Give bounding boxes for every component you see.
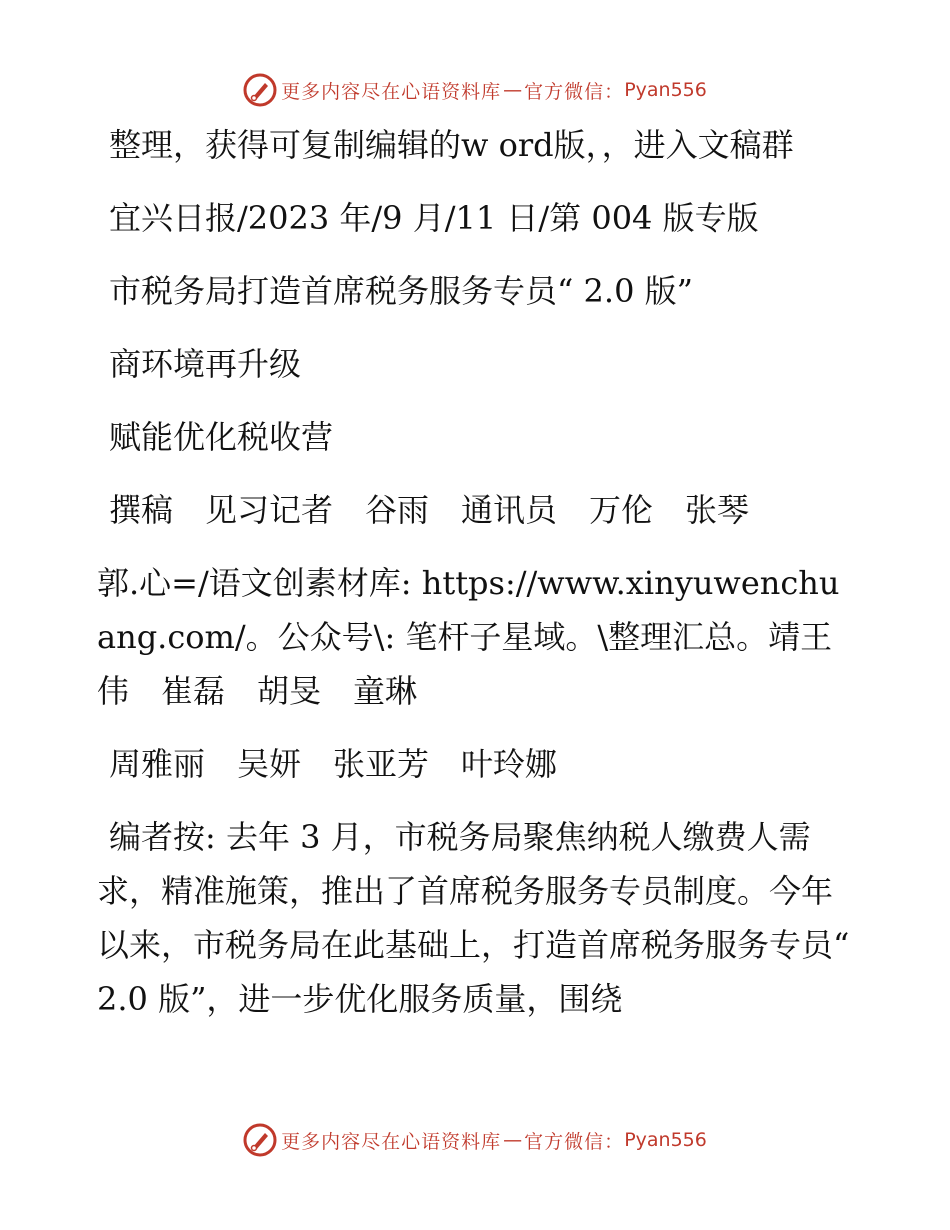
paragraph-7: 郭.心=/语文创素材库: https://www.xinyuwenchuang.com/。公众号\: 笔杆子星域。\整理汇总。靖王伟 崔磊 胡旻 童琳	[97, 564, 840, 710]
banner-wechat-label: 官方微信：	[524, 1130, 625, 1153]
banner-wechat-label: 官方微信：	[524, 80, 625, 103]
paragraph-9: 编者按: 去年 3 月，市税务局聚焦纳税人缴费人需求，精准施策，推出了首席税务服务专员制度。今年以来，市税务局在此基础上，打造首席税务服务专员“ 2.0 版”，进一步优化服务质量，围绕	[97, 818, 850, 1018]
banner-separator: —	[503, 1129, 523, 1151]
pen-logo-icon	[243, 1123, 277, 1157]
banner-text: 更多内容尽在心语资料库	[281, 80, 502, 103]
paragraph-1: 整理，获得可复制编辑的w ord版，，进入文稿群	[109, 126, 794, 164]
banner-text: 更多内容尽在心语资料库	[281, 1130, 502, 1153]
paragraph-5: 赋能优化税收营	[109, 418, 334, 456]
footer-watermark-banner	[0, 1120, 950, 1160]
pen-logo-icon	[243, 73, 277, 107]
paragraph-6: 撰稿 见习记者 谷雨 通讯员 万伦 张琴	[109, 491, 750, 529]
banner-separator: —	[503, 79, 523, 101]
paragraph-4: 商环境再升级	[109, 345, 302, 383]
header-watermark-banner	[0, 70, 950, 110]
paragraph-8: 周雅丽 吴妍 张亚芳 叶玲娜	[109, 745, 558, 783]
banner-wechat-id: Pyan556	[624, 79, 707, 101]
paragraph-3: 市税务局打造首席税务服务专员“ 2.0 版”	[109, 272, 693, 310]
paragraph-2: 宜兴日报/2023 年/9 月/11 日/第 004 版专版	[109, 199, 759, 237]
banner-wechat-id: Pyan556	[624, 1129, 707, 1151]
document-body	[97, 118, 857, 1045]
